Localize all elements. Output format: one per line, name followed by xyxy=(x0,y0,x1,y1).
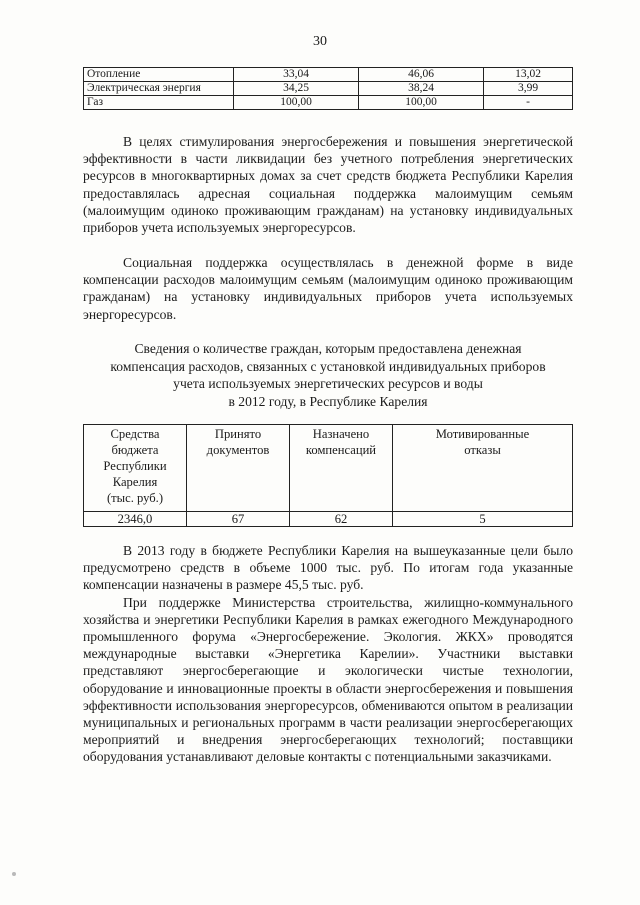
energy-share-table xyxy=(83,67,573,110)
value-budget: 2346,0 xyxy=(84,512,187,527)
value-cell: 38,24 xyxy=(359,82,484,96)
paragraph-forum: При поддержке Министерства строительства, жилищно-коммунального хозяйства и энергетики Республики Карелия в рамках ежегодного Международного промышленного форума «Энергосбережение. Экология. ЖКХ» проводятся международные выставки «Энергетика Карелии». Участники выставки представляют энергосберегающие и экологически чистые технологии, оборудование и инновационные проекты в области энергосбережения и повышения эффективности использования энергоресурсов, обмениваются опытом в реализации муниципальных и региональных программ в части реализации энергосберегающих мероприятий и внедрения энергосберегающих технологий; поставщики оборудования устанавливают деловые контакты с потенциальными заказчиками. xyxy=(83,594,573,765)
header-text: бюджета xyxy=(111,443,159,457)
paragraph-budget-2013: В 2013 году в бюджете Республики Карелия на вышеуказанные цели было предусмотрено средств в объеме 1000 тыс. руб. По итогам года указанные компенсации назначены в размере 45,5 тыс. руб. xyxy=(83,543,573,593)
header-text: Назначено xyxy=(312,427,370,441)
resource-name: Газ xyxy=(84,96,234,110)
paragraph-stimulation: В целях стимулирования энергосбережения и повышения энергетической эффективности в части ликвидации без учетного потребления энергетических ресурсов в многоквартирных домах за счет средств бюджета Республики Карелия предоставлялась адресная социальная поддержка малоимущим семьям (малоимущим одиноко проживающим гражданам) на установку индивидуальных приборов учета используемых энергоресурсов. xyxy=(83,134,573,236)
header-text: Средства xyxy=(110,427,160,441)
resource-name: Электрическая энергия xyxy=(84,82,234,96)
value-cell: 33,04 xyxy=(234,68,359,82)
value-cell: 100,00 xyxy=(234,96,359,110)
header-text: отказы xyxy=(464,443,501,457)
header-text: (тыс. руб.) xyxy=(106,491,164,505)
header-text: документов xyxy=(206,443,270,457)
text-block-monetary xyxy=(83,254,573,323)
table-heading xyxy=(83,340,573,410)
value-cell: 100,00 xyxy=(359,96,484,110)
value-cell: 46,06 xyxy=(359,68,484,82)
page-number: 30 xyxy=(313,34,327,49)
text-block-support xyxy=(83,133,573,236)
header-accepted xyxy=(187,425,290,512)
header-text: Мотивированные xyxy=(435,427,530,441)
value-assigned: 62 xyxy=(290,512,393,527)
heading-line: Сведения о количестве граждан, которым предоставлена денежная xyxy=(134,341,522,356)
table-header-row xyxy=(84,425,573,512)
value-cell: - xyxy=(484,96,573,110)
header-refused xyxy=(393,425,573,512)
table-row xyxy=(84,82,573,96)
heading-line: в 2012 году, в Республике Карелия xyxy=(228,393,428,409)
text-block-2013 xyxy=(83,542,573,766)
value-accepted: 67 xyxy=(187,512,290,527)
table-row xyxy=(84,68,573,82)
header-text: Принято xyxy=(214,427,262,441)
table-row xyxy=(84,512,573,527)
paragraph-monetary-form: Социальная поддержка осуществлялась в денежной форме в виде компенсации расходов малоимущим семьям (малоимущим одиноко проживающим гражданам) на установку индивидуальных приборов учета используемых энергоресурсов. xyxy=(83,255,573,322)
compensation-table xyxy=(83,424,573,527)
header-text: Карелия xyxy=(112,475,158,489)
heading-line: компенсация расходов, связанных с установкой индивидуальных приборов xyxy=(110,358,546,374)
header-text: компенсаций xyxy=(305,443,377,457)
header-assigned xyxy=(290,425,393,512)
header-budget xyxy=(84,425,187,512)
scan-dot xyxy=(12,872,16,876)
value-cell: 34,25 xyxy=(234,82,359,96)
table-row xyxy=(84,96,573,110)
value-cell: 3,99 xyxy=(484,82,573,96)
heading-line: учета используемых энергетических ресурсов и воды xyxy=(173,376,483,391)
header-text: Республики xyxy=(103,459,167,473)
value-refused: 5 xyxy=(393,512,573,527)
resource-name: Отопление xyxy=(84,68,234,82)
value-cell: 13,02 xyxy=(484,68,573,82)
